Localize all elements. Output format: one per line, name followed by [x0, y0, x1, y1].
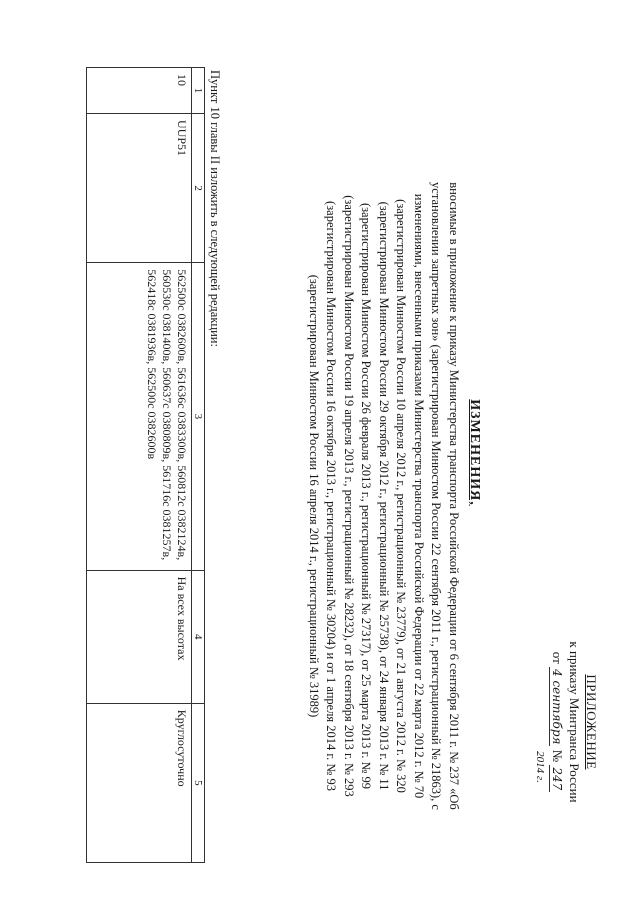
lead-sentence: Пункт 10 главы II изложить в следующей редакции: [208, 70, 222, 347]
appendix-number-label: № [550, 749, 565, 763]
col-header-3: 3 [192, 263, 205, 570]
cell-zone-id: UUP51 [87, 114, 192, 263]
intro-paragraph: вносимые в приложение к приказу Министерства транспорта Российской Федерации от 6 сентября 2011 г. № 237 «Об установлении запретных зон» (зарегистрирован Минюстом России 22 сентября 2011 г., регистрационный № 21863), с изменениями, внесенными приказами Министерства транспорта Российской Федерации от 22 марта 2012 г. № 70 (зарегистрирован Минюстом России 10 апреля 2012 г., регистрационный № 23779), от 21 августа 2012 г. № 320 (зарегистрирован Минюстом России 29 октября 2012 г., регистрационный № 25738), от 24 января 2013 г. № 11 (зарегистрирован Минюстом России 26 февраля 2013 г., регистрационный № 27317), от 25 марта 2013 г. № 99 (зарегистрирован Минюстом России 19 апреля 2013 г., регистрационный № 28232), от 18 сентября 2013 г. № 293 (зарегистрирован Минюстом России 16 октября 2013 г., регистрационный № 30204) и от 1 апреля 2014 г. № 93 (зарегистрирован Минюстом России 16 апреля 2014 г., регистрационный № 31989) [307, 182, 461, 810]
col-header-5: 5 [192, 703, 205, 862]
col-header-1: 1 [192, 68, 205, 114]
appendix-block [531, 597, 600, 847]
appendix-date-line [548, 597, 566, 847]
zones-table [86, 67, 205, 863]
handwritten-number: 247 [550, 767, 564, 791]
handwritten-date: 4 сентября [550, 669, 564, 745]
appendix-heading: ПРИЛОЖЕНИЕ [584, 674, 599, 770]
handwritten-year: 2014 г. [534, 751, 546, 783]
cell-altitude: На всех высотах [87, 570, 192, 703]
appendix-from-label: от [550, 651, 565, 664]
appendix-order-line: к приказу Минтранса России [567, 641, 582, 803]
table-row [87, 68, 192, 863]
col-header-4: 4 [192, 570, 205, 703]
cell-item-number: 10 [87, 68, 192, 114]
table-header-row [192, 68, 205, 863]
cell-coordinates: 562500с 0382600в, 561636с 0383300в, 560812с 0382124в, 560530с 0381400в, 560637с 0380809в, 561716с 0381257в, 562418с 0381936в, 562500с 0382600в [87, 263, 192, 570]
cell-schedule: Круглосуточно [87, 703, 192, 862]
col-header-2: 2 [192, 114, 205, 263]
document-title: ИЗМЕНЕНИЯ, [467, 399, 482, 506]
